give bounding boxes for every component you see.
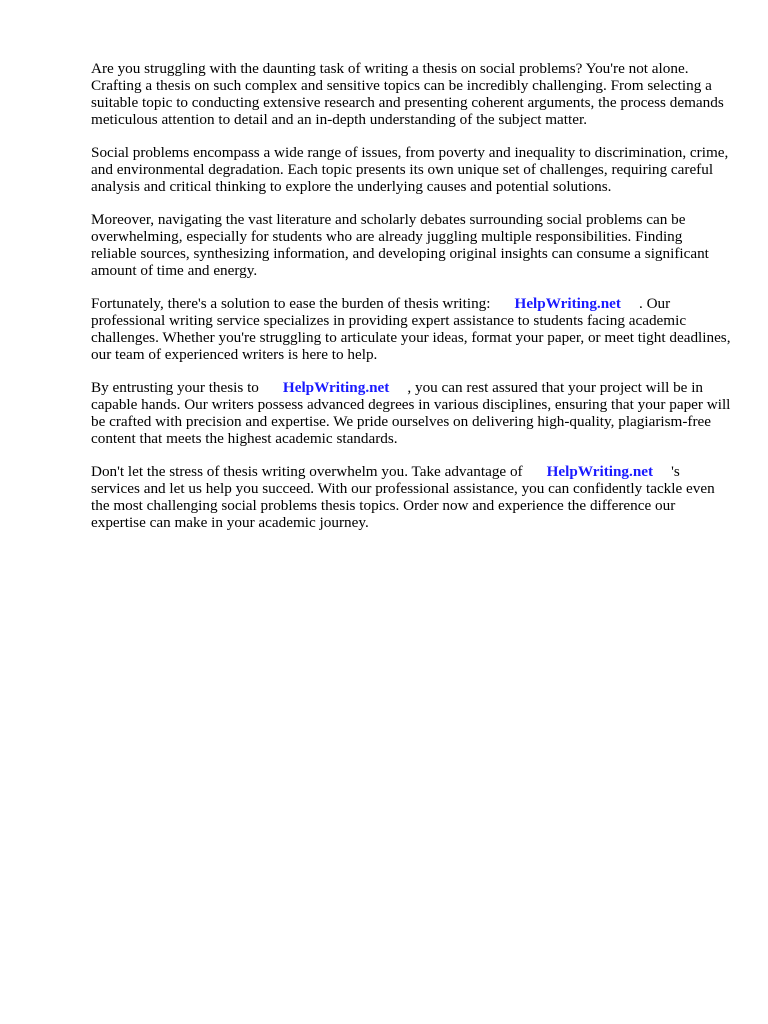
paragraph-closing <box>91 463 731 531</box>
paragraph-text: Fortunately, there's a solution to ease the burden of thesis writing: <box>91 295 491 312</box>
paragraph-social-problems: Social problems encompass a wide range of issues, from poverty and inequality to discrimination, crime, and environmental degradation. Each topic presents its own unique set of challenges, requiring careful analysis and critical thinking to explore the underlying causes and potential solutions. <box>91 144 729 195</box>
paragraph-literature: Moreover, navigating the vast literature and scholarly debates surrounding social problems can be overwhelming, especially for students who are already juggling multiple responsibilities. Finding reliable sources, synthesizing information, and developing original insights can consume a significant amount of time and energy. <box>91 211 709 279</box>
paragraph-entrusting <box>91 379 731 447</box>
paragraph-solution <box>91 295 731 363</box>
paragraph-text: By entrusting your thesis to <box>91 379 259 396</box>
paragraph-text: Don't let the stress of thesis writing overwhelm you. Take advantage of <box>91 463 523 480</box>
paragraph-intro: Are you struggling with the daunting task of writing a thesis on social problems? You're not alone. Crafting a thesis on such complex and sensitive topics can be incredibly challenging. From selecting a suitable topic to conducting extensive research and presenting coherent arguments, the process demands meticulous attention to detail and an in-depth understanding of the subject matter. <box>91 60 724 128</box>
paragraph-text: 's services and let us help you succeed. With our professional assistance, you can confidently tackle even the most challenging social problems thesis topics. Order now and experience the difference our expertise can make in your academic journey. <box>91 463 715 531</box>
helpwriting-link[interactable]: HelpWriting.net <box>514 295 621 312</box>
paragraph-text: , you can rest assured that your project will be in capable hands. Our writers possess advanced degrees in various disciplines, ensuring that your paper will be crafted with precision and expertise. We pride ourselves on delivering high-quality, plagiarism-free content that meets the highest academic standards. <box>91 379 731 447</box>
helpwriting-link[interactable]: HelpWriting.net <box>282 379 390 396</box>
document-page <box>91 60 731 547</box>
paragraph-text: . Our professional writing service specializes in providing expert assistance to students facing academic challenges. Whether you're struggling to articulate your ideas, format your paper, or meet tight deadlines, our team of experienced writers is here to help. <box>91 295 731 363</box>
helpwriting-link[interactable]: HelpWriting.net <box>546 463 654 480</box>
